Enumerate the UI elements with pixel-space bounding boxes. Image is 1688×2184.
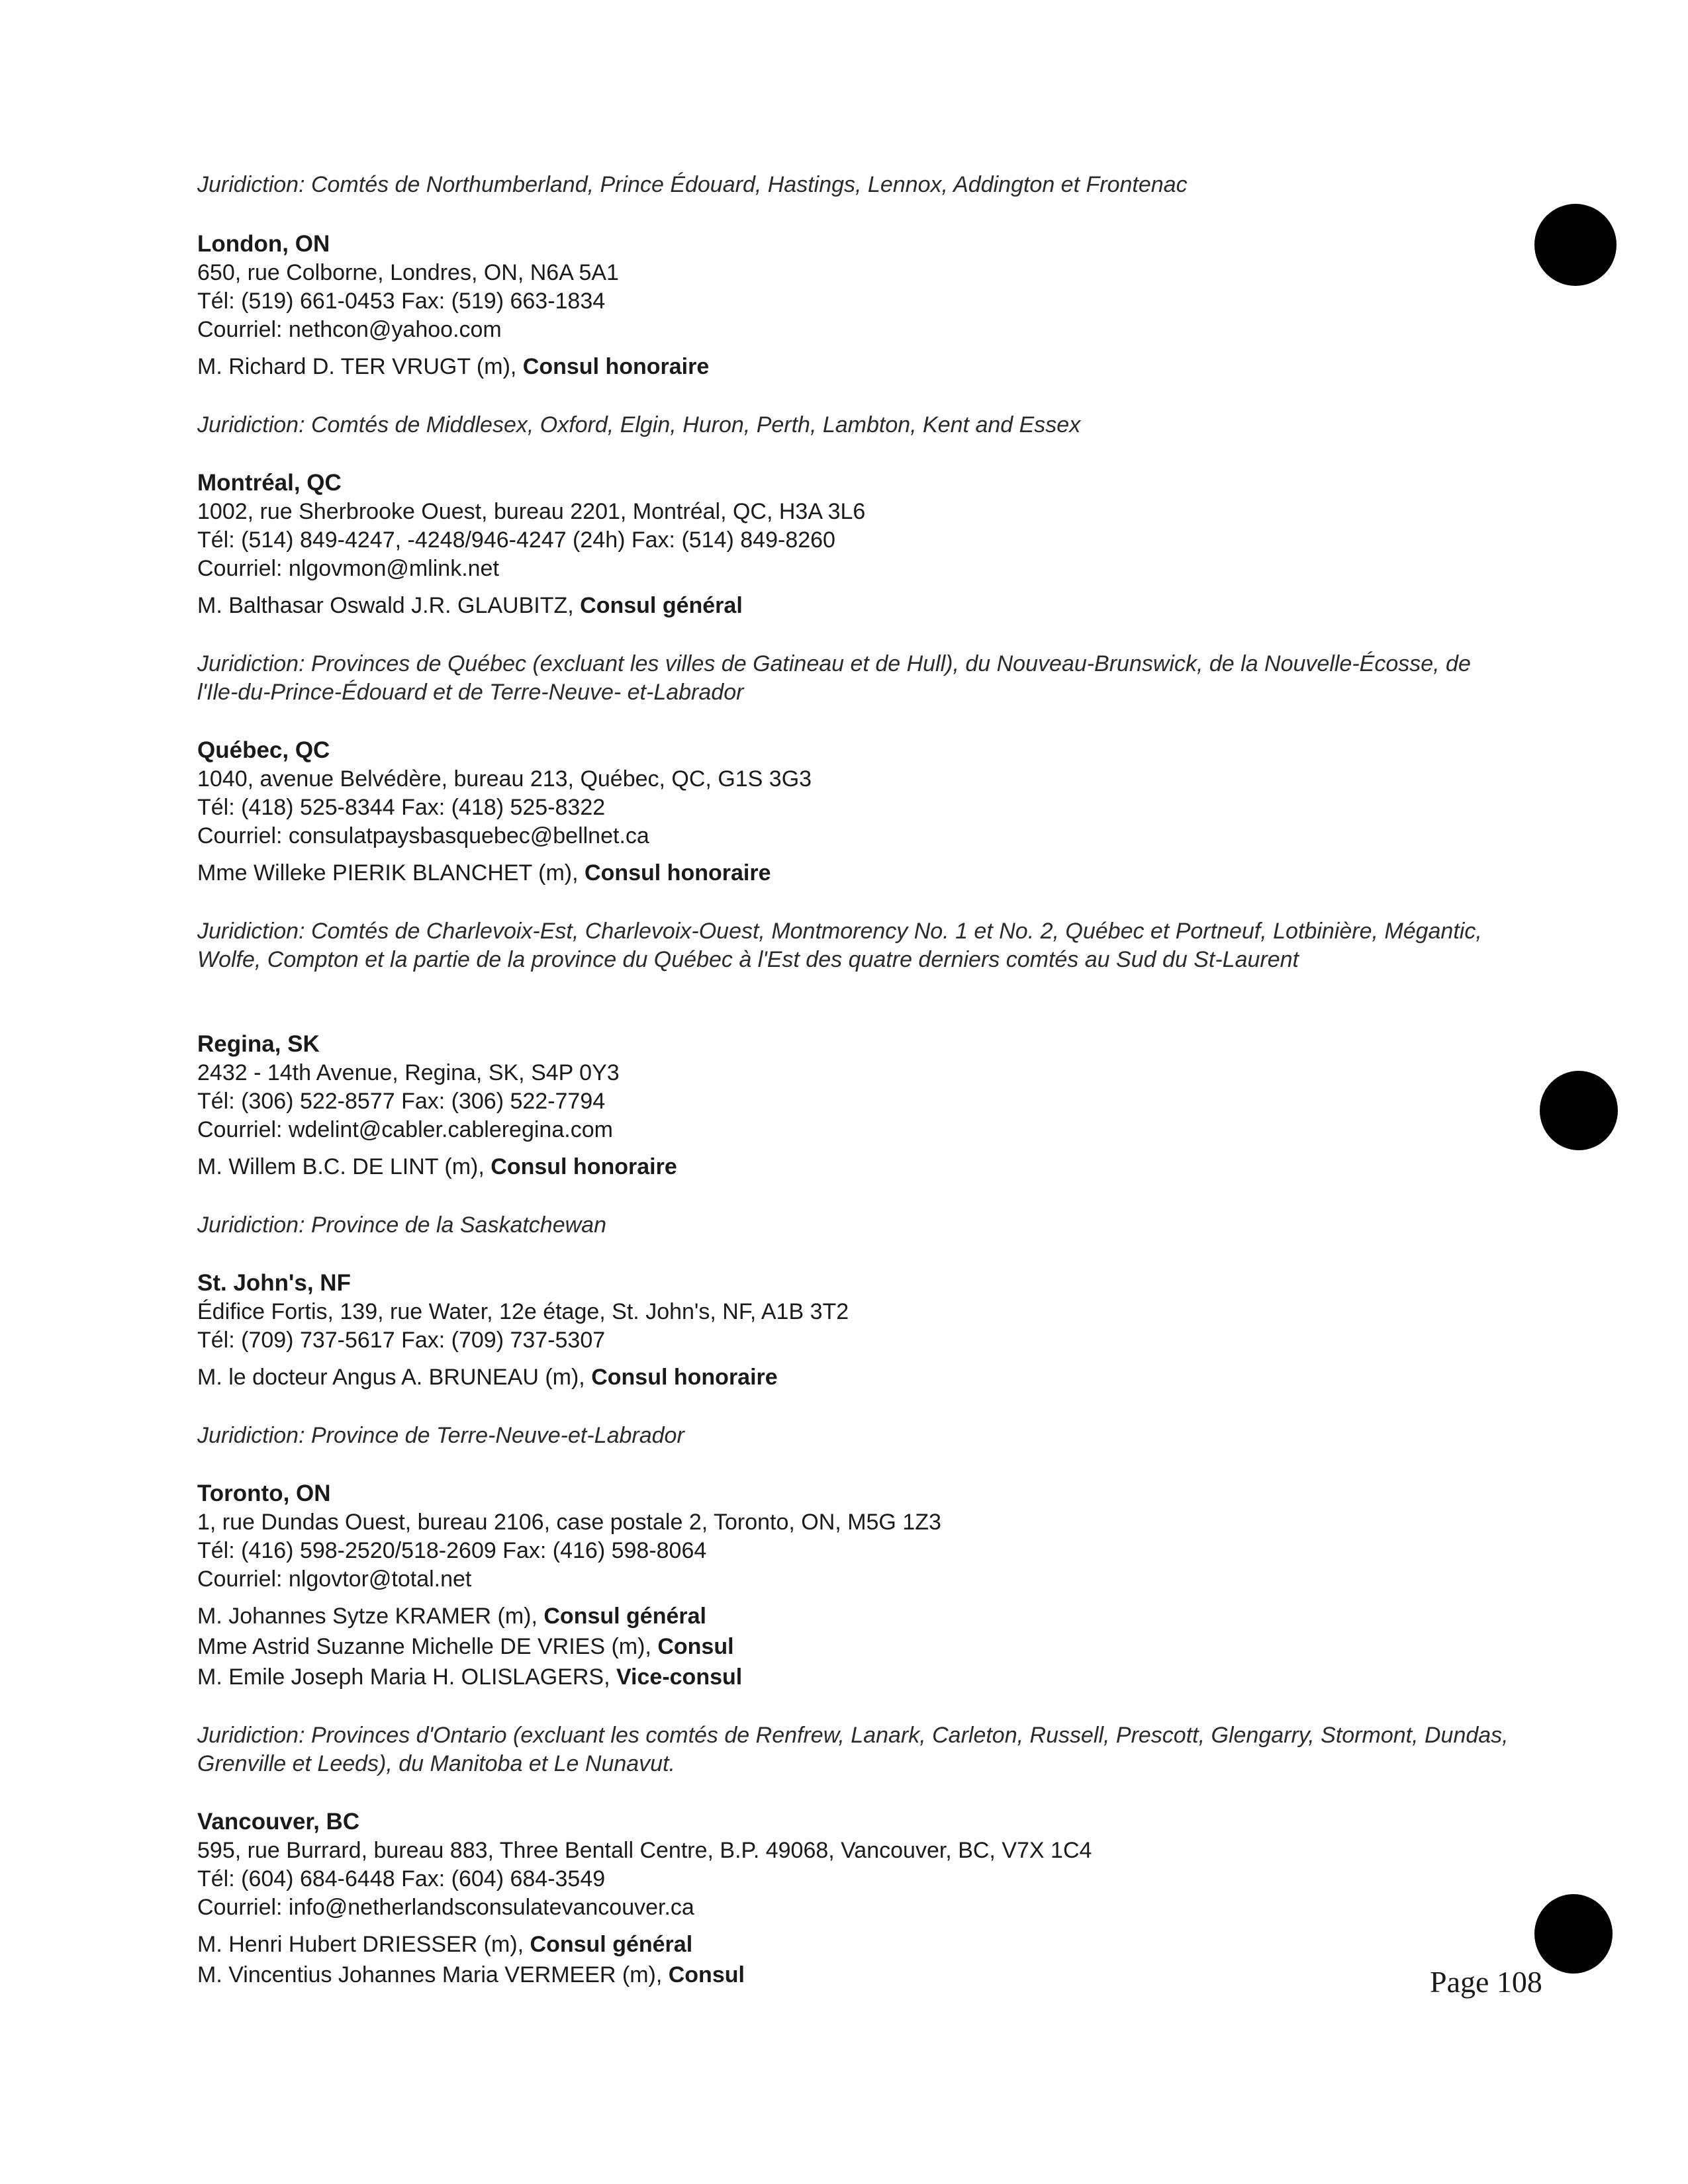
staff-member [197, 351, 1521, 382]
jurisdiction: Juridiction: Provinces d'Ontario (excluant les comtés de Renfrew, Lanark, Carleton, Russell, Prescott, Glengarry, Stormont, Dundas, Grenville et Leeds), du Manitoba et Le Nunavut. [197, 1723, 1509, 1776]
email: Courriel: nlgovmon@mlink.net [197, 556, 499, 581]
staff-member [197, 1152, 1521, 1182]
staff-name: Mme Astrid Suzanne Michelle DE VRIES (m), [197, 1634, 658, 1659]
city-heading: Vancouver, BC [197, 1809, 360, 1835]
staff-member [197, 1362, 1521, 1392]
phone-fax: Tél: (604) 684-6448 Fax: (604) 684-3549 [197, 1866, 606, 1891]
staff-name: M. Richard D. TER VRUGT (m), [197, 354, 523, 379]
jurisdiction: Juridiction: Comtés de Middlesex, Oxford, Elgin, Huron, Perth, Lambton, Kent and Essex [197, 412, 1081, 437]
staff-name: M. Balthasar Oswald J.R. GLAUBITZ, [197, 593, 581, 618]
email: Courriel: info@netherlandsconsulatevancouver.ca [197, 1895, 694, 1920]
staff-list [197, 1362, 1521, 1392]
staff-name: Mme Willeke PIERIK BLANCHET (m), [197, 860, 585, 886]
jurisdiction-kingston: Juridiction: Comtés de Northumberland, Prince Édouard, Hastings, Lennox, Addington et Frontenac [197, 172, 1188, 197]
phone-fax: Tél: (519) 661-0453 Fax: (519) 663-1834 [197, 289, 606, 314]
consulate-entry-quebec [197, 736, 1521, 974]
staff-list [197, 1152, 1521, 1182]
staff-member [197, 1631, 1521, 1662]
staff-list [197, 1929, 1521, 1990]
phone-fax: Tél: (709) 737-5617 Fax: (709) 737-5307 [197, 1328, 606, 1353]
staff-name: M. Emile Joseph Maria H. OLISLAGERS, [197, 1664, 616, 1690]
staff-title: Consul [657, 1634, 734, 1659]
city-heading: London, ON [197, 231, 330, 257]
address: Édifice Fortis, 139, rue Water, 12e étage, St. John's, NF, A1B 3T2 [197, 1299, 849, 1324]
staff-member [197, 1929, 1521, 1960]
staff-title: Consul honoraire [522, 354, 710, 379]
consulate-entry-london [197, 230, 1521, 439]
city-heading: Toronto, ON [197, 1480, 331, 1506]
address: 1040, avenue Belvédère, bureau 213, Québec, QC, G1S 3G3 [197, 766, 812, 792]
city-heading: Québec, QC [197, 737, 330, 763]
staff-name: M. Willem B.C. DE LINT (m), [197, 1154, 491, 1179]
address: 595, rue Burrard, bureau 883, Three Bentall Centre, B.P. 49068, Vancouver, BC, V7X 1C4 [197, 1838, 1092, 1863]
binder-hole-middle [1540, 1071, 1618, 1150]
staff-title: Consul général [530, 1932, 693, 1957]
binder-hole-top [1534, 204, 1617, 286]
staff-name: M. Vincentius Johannes Maria VERMEER (m), [197, 1962, 669, 1987]
jurisdiction: Juridiction: Province de la Saskatchewan [197, 1212, 606, 1238]
staff-name: M. Johannes Sytze KRAMER (m), [197, 1604, 544, 1629]
phone-fax: Tél: (306) 522-8577 Fax: (306) 522-7794 [197, 1089, 606, 1114]
email: Courriel: nethcon@yahoo.com [197, 317, 502, 342]
staff-member [197, 1960, 1521, 1990]
address: 1, rue Dundas Ouest, bureau 2106, case postale 2, Toronto, ON, M5G 1Z3 [197, 1510, 941, 1535]
staff-member [197, 858, 1521, 888]
consulate-entry-regina [197, 1030, 1521, 1240]
staff-list [197, 590, 1521, 621]
address: 650, rue Colborne, Londres, ON, N6A 5A1 [197, 260, 619, 285]
jurisdiction: Juridiction: Comtés de Charlevoix-Est, Charlevoix-Ouest, Montmorency No. 1 et No. 2, Québec et Portneuf, Lotbinière, Mégantic, Wolfe, Compton et la partie de la province du Québec à l'Est des quatre derniers comtés au Sud du St-Laurent [197, 919, 1482, 972]
jurisdiction: Juridiction: Provinces de Québec (excluant les villes de Gatineau et de Hull), du Nouveau-Brunswick, de la Nouvelle-Écosse, de l'Ile-du-Prince-Édouard et de Terre-Neuve- et-Labrador [197, 651, 1471, 705]
consulate-entry-st-johns [197, 1269, 1521, 1450]
staff-title: Consul honoraire [585, 860, 771, 886]
email: Courriel: nlgovtor@total.net [197, 1567, 472, 1592]
staff-member [197, 590, 1521, 621]
city-heading: Montréal, QC [197, 470, 342, 496]
binder-hole-bottom [1534, 1894, 1613, 1974]
staff-list [197, 351, 1521, 382]
staff-title: Consul honoraire [591, 1365, 778, 1390]
consulate-listing [197, 171, 1521, 1990]
phone-fax: Tél: (418) 525-8344 Fax: (418) 525-8322 [197, 795, 606, 820]
page-number: Page 108 [1430, 1965, 1542, 1999]
jurisdiction: Juridiction: Province de Terre-Neuve-et-Labrador [197, 1423, 684, 1448]
staff-title: Consul général [580, 593, 743, 618]
email: Courriel: wdelint@cabler.cableregina.com [197, 1117, 613, 1142]
staff-member [197, 1601, 1521, 1631]
consulate-entry-toronto [197, 1479, 1521, 1778]
staff-title: Consul général [543, 1604, 706, 1629]
staff-name: M. le docteur Angus A. BRUNEAU (m), [197, 1365, 592, 1390]
staff-title: Consul [668, 1962, 745, 1987]
consulate-entry-vancouver [197, 1807, 1521, 1990]
staff-name: M. Henri Hubert DRIESSER (m), [197, 1932, 530, 1957]
phone-fax: Tél: (514) 849-4247, -4248/946-4247 (24h) Fax: (514) 849-8260 [197, 527, 835, 553]
phone-fax: Tél: (416) 598-2520/518-2609 Fax: (416) 598-8064 [197, 1538, 707, 1563]
staff-title: Vice-consul [616, 1664, 743, 1690]
city-heading: Regina, SK [197, 1031, 320, 1057]
staff-member [197, 1662, 1521, 1692]
consulate-entry-montreal [197, 469, 1521, 707]
email: Courriel: consulatpaysbasquebec@bellnet.ca [197, 823, 649, 848]
staff-title: Consul honoraire [491, 1154, 677, 1179]
city-heading: St. John's, NF [197, 1270, 351, 1296]
staff-list [197, 858, 1521, 888]
address: 1002, rue Sherbrooke Ouest, bureau 2201, Montréal, QC, H3A 3L6 [197, 499, 866, 524]
staff-list [197, 1601, 1521, 1692]
address: 2432 - 14th Avenue, Regina, SK, S4P 0Y3 [197, 1060, 620, 1085]
